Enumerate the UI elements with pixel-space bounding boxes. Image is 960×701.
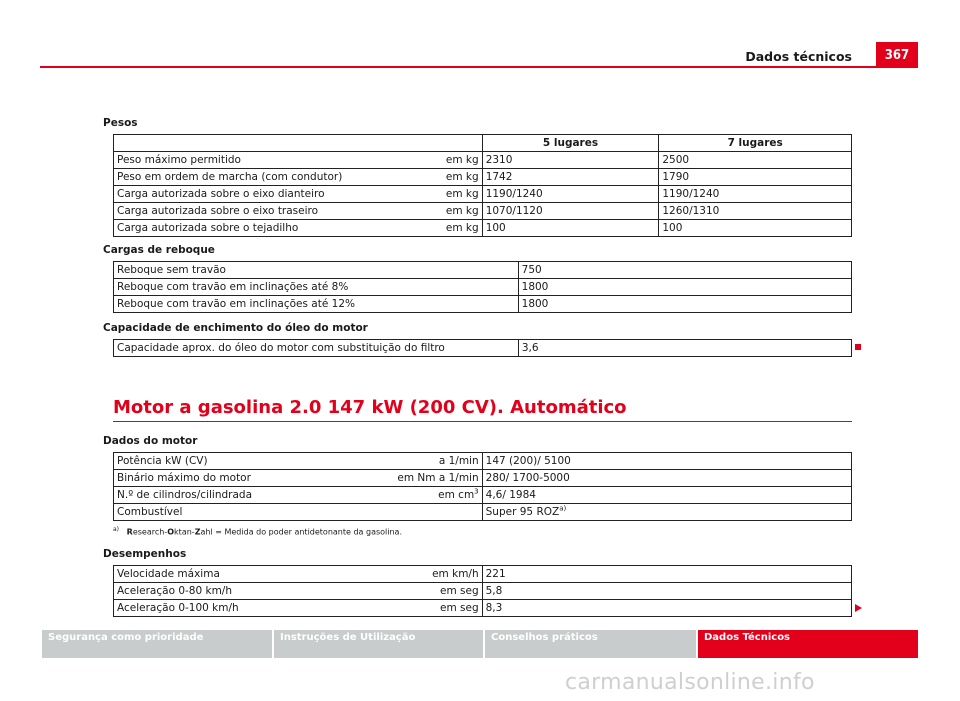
unit-superscript: 3 [474, 487, 479, 496]
table-row [114, 203, 852, 220]
row-label-cell [114, 203, 483, 220]
watermark: carmanualsonline.info [565, 670, 815, 695]
section-title: Motor a gasolina 2.0 147 kW (200 CV). Automático [113, 397, 627, 418]
footer-tab-dados-tecnicos[interactable]: Dados Técnicos [698, 630, 918, 658]
row-label-cell [114, 504, 483, 521]
reboque-table [113, 261, 852, 313]
page-number: 367 [876, 42, 918, 66]
footnote-o-rest: ktan- [174, 527, 195, 537]
row-label-cell [114, 152, 483, 169]
footnote-reference: a) [559, 504, 567, 513]
row-value: 147 (200)/ 5100 [482, 453, 851, 470]
row-value: 1800 [518, 296, 851, 313]
value-5-lugares: 100 [482, 220, 659, 237]
row-label-cell [114, 583, 483, 600]
row-label: Peso em ordem de marcha (com condutor) [117, 171, 343, 183]
row-unit: em kg [445, 188, 479, 200]
section-heading-reboque: Cargas de reboque [103, 244, 215, 256]
row-label-cell [114, 600, 483, 617]
row-unit: em kg [445, 154, 479, 166]
row-unit: em Nm a 1/min [397, 472, 479, 484]
pesos-table [113, 134, 852, 237]
table-row [114, 279, 852, 296]
table-row [114, 566, 852, 583]
table-row [114, 583, 852, 600]
row-unit: em kg [445, 205, 479, 217]
row-label-cell [114, 453, 483, 470]
section-title-underline [113, 421, 852, 422]
row-unit: em km/h [432, 568, 479, 580]
row-unit: em kg [445, 222, 479, 234]
row-label: Velocidade máxima [117, 568, 220, 580]
row-label: Reboque com travão em inclinações até 8% [114, 279, 519, 296]
row-value: 750 [518, 262, 851, 279]
motor-table [113, 452, 852, 521]
table-header-empty [114, 135, 483, 152]
row-label: Capacidade aprox. do óleo do motor com substituição do filtro [114, 340, 519, 357]
table-row [114, 504, 852, 521]
row-label: Aceleração 0-100 km/h [117, 602, 239, 614]
table-header-7-lugares: 7 lugares [659, 135, 852, 152]
row-value: 5,8 [482, 583, 851, 600]
row-unit: em cm [438, 489, 475, 501]
footnote-z-rest: ahl = Medida do poder antidetonante da gasolina. [200, 527, 402, 537]
row-label: Peso máximo permitido [117, 154, 241, 166]
footnote [113, 526, 402, 537]
table-row [114, 340, 852, 357]
row-label-cell [114, 487, 483, 504]
row-label-cell [114, 186, 483, 203]
table-row [114, 453, 852, 470]
header-title: Dados técnicos [745, 49, 852, 64]
table-header-row [114, 135, 852, 152]
value-7-lugares: 1790 [659, 169, 852, 186]
desempenhos-table [113, 565, 852, 617]
row-unit: a 1/min [438, 455, 479, 467]
row-value: 1800 [518, 279, 851, 296]
end-of-section-marker [855, 344, 861, 350]
table-row [114, 169, 852, 186]
footnote-r: R [126, 527, 133, 537]
footer-tab-instrucoes[interactable]: Instruções de Utilização [274, 630, 483, 658]
footnote-r-rest: esearch- [132, 527, 168, 537]
row-label: Potência kW (CV) [117, 455, 208, 467]
section-heading-pesos: Pesos [103, 117, 138, 129]
value-7-lugares: 1260/1310 [659, 203, 852, 220]
table-row [114, 600, 852, 617]
footnote-marker: a) [113, 526, 120, 533]
row-label: Aceleração 0-80 km/h [117, 585, 232, 597]
section-heading-motor: Dados do motor [103, 435, 198, 447]
row-unit-wrap [438, 487, 479, 503]
row-label: Carga autorizada sobre o tejadilho [117, 222, 299, 234]
section-heading-oleo: Capacidade de enchimento do óleo do motor [103, 322, 368, 334]
row-label: N.º de cilindros/cilindrada [117, 489, 252, 501]
row-value: 8,3 [482, 600, 851, 617]
header-divider [40, 66, 918, 68]
row-label: Reboque sem travão [114, 262, 519, 279]
value-5-lugares: 1742 [482, 169, 659, 186]
row-value: Super 95 ROZ [485, 506, 560, 518]
row-label-cell [114, 566, 483, 583]
value-7-lugares: 1190/1240 [659, 186, 852, 203]
oleo-table [113, 339, 852, 357]
row-label: Carga autorizada sobre o eixo traseiro [117, 205, 319, 217]
table-header-5-lugares: 5 lugares [482, 135, 659, 152]
row-label-cell [114, 470, 483, 487]
footnote-o: O [167, 527, 175, 537]
row-unit: em seg [440, 585, 479, 597]
row-value: 280/ 1700-5000 [482, 470, 851, 487]
footer-tab-seguranca[interactable]: Segurança como prioridade [42, 630, 272, 658]
table-row [114, 220, 852, 237]
footer-tab-conselhos[interactable]: Conselhos práticos [485, 630, 696, 658]
value-5-lugares: 1190/1240 [482, 186, 659, 203]
row-label: Carga autorizada sobre o eixo dianteiro [117, 188, 325, 200]
row-unit: em kg [445, 171, 479, 183]
row-value-cell [482, 504, 851, 521]
row-label-cell [114, 220, 483, 237]
row-unit: em seg [440, 602, 479, 614]
section-heading-desempenhos: Desempenhos [103, 548, 187, 560]
footer-nav [42, 630, 918, 658]
row-value: 221 [482, 566, 851, 583]
table-row [114, 487, 852, 504]
value-7-lugares: 2500 [659, 152, 852, 169]
row-label: Combustível [117, 506, 183, 518]
row-label-cell [114, 169, 483, 186]
footnote-z: Z [194, 527, 201, 537]
table-row [114, 262, 852, 279]
table-row [114, 152, 852, 169]
continue-arrow-icon [855, 604, 862, 612]
row-value: 4,6/ 1984 [482, 487, 851, 504]
table-row [114, 296, 852, 313]
row-label: Reboque com travão em inclinações até 12% [114, 296, 519, 313]
row-value: 3,6 [518, 340, 851, 357]
value-5-lugares: 1070/1120 [482, 203, 659, 220]
value-5-lugares: 2310 [482, 152, 659, 169]
value-7-lugares: 100 [659, 220, 852, 237]
table-row [114, 470, 852, 487]
row-label: Binário máximo do motor [117, 472, 251, 484]
table-row [114, 186, 852, 203]
